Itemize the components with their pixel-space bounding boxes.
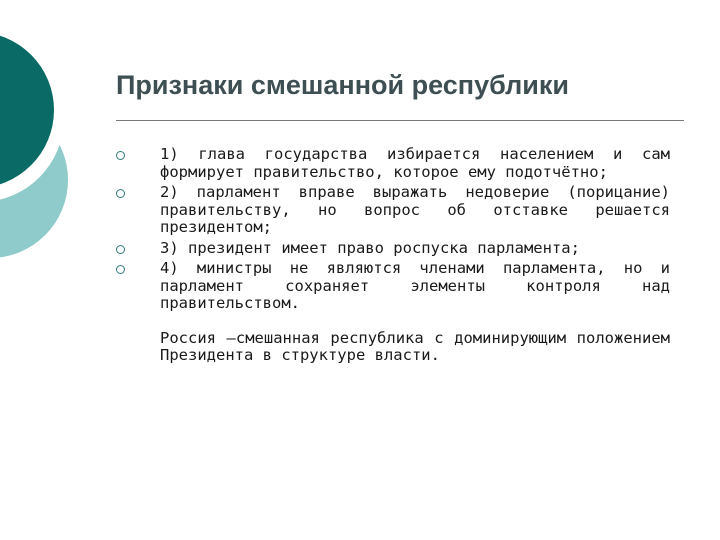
bullet-text: 2) парламент вправе выражать недоверие (порицание) правительству, но вопрос об отставке решается президентом;: [160, 183, 670, 236]
bullet-item: [116, 146, 670, 181]
bullet-item: [116, 260, 670, 313]
bullet-text: 4) министры не являются членами парламента, но и парламент сохраняет элементы контроля над правительством.: [160, 259, 670, 312]
bullet-item: [116, 240, 670, 258]
decorative-circles: [0, 0, 120, 300]
ring-bullet-icon: [116, 245, 125, 254]
bullet-item: [116, 184, 670, 237]
title-divider: [116, 120, 684, 121]
ring-bullet-icon: [116, 151, 125, 160]
bullet-text: 1) глава государства избирается населением и сам формирует правительство, которое ему подотчётно;: [160, 145, 670, 181]
ring-bullet-icon: [116, 265, 125, 274]
ring-bullet-icon: [116, 189, 125, 198]
bullet-list: [116, 146, 670, 313]
summary-note: Россия –смешанная республика с доминирующим положением Президента в структуре власти.: [160, 328, 670, 364]
slide-title: Признаки смешанной республики: [116, 70, 569, 100]
slide-content: [116, 146, 670, 365]
bullet-text: 3) президент имеет право роспуска парламента;: [160, 238, 580, 257]
